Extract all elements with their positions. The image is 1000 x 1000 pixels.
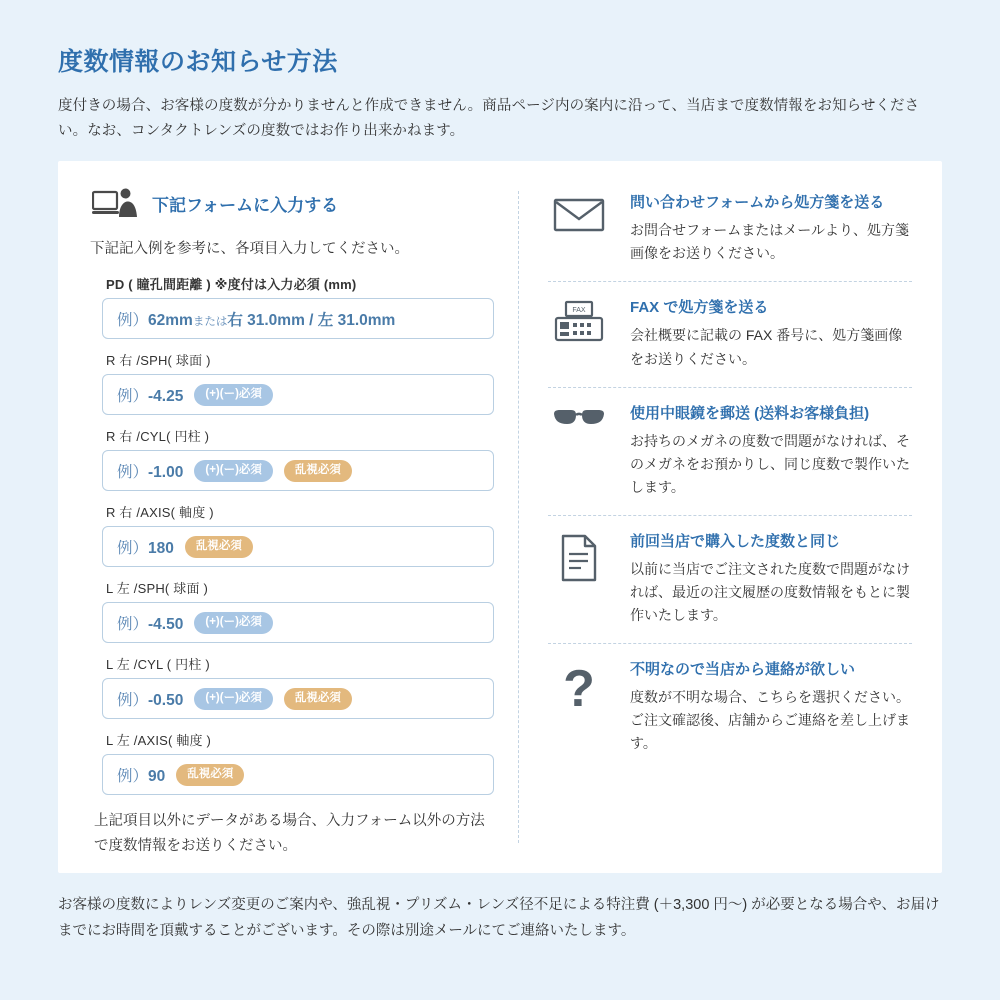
badge-astigmatism-required: 乱視必須: [176, 764, 244, 786]
field-label-l-sph: L 左 /SPH( 球面 ): [106, 581, 208, 597]
field-input-r-sph[interactable]: [102, 374, 494, 415]
badge-sign-required: (+)(ー)必須: [194, 688, 273, 710]
badge-astigmatism-required: 乱視必須: [185, 536, 253, 558]
field-example-l-axis: [117, 764, 165, 786]
example-value: -0.50: [148, 691, 184, 709]
example-prefix: 例）: [117, 691, 149, 709]
field-label-pd-text: PD ( 瞳孔間距離 ) ※度付は入力必須 (mm): [106, 277, 357, 293]
column-divider: [518, 191, 520, 843]
method-title: 前回当店で購入した度数と同じ: [630, 532, 841, 550]
example-prefix: 例）: [117, 615, 149, 633]
field-example-pd: [117, 308, 395, 330]
field-example-r-sph: [117, 384, 183, 406]
question-mark-icon: [548, 658, 610, 714]
field-label-l-axis: L 左 /AXIS( 軸度 ): [106, 733, 212, 749]
field-input-l-axis[interactable]: [102, 754, 494, 795]
method-body: [630, 402, 912, 499]
method-body: [630, 191, 912, 265]
method-text: お問合せフォームまたはメールより、処方箋画像をお送りください。: [630, 222, 910, 262]
field-label-r-axis: R 右 /AXIS( 軸度 ): [106, 505, 214, 521]
method-title: FAX で処方箋を送る: [630, 299, 769, 317]
method-item-inquiry-form[interactable]: [548, 187, 912, 281]
field-example-l-sph: [117, 612, 183, 634]
method-item-fax[interactable]: [548, 281, 912, 386]
badge-sign-required: (+)(ー)必須: [194, 460, 273, 482]
example-prefix: 例）: [117, 463, 149, 481]
example-prefix: 例）: [117, 387, 149, 405]
info-card: [58, 161, 942, 873]
badge-astigmatism-required: 乱視必須: [284, 460, 352, 482]
method-body: [630, 658, 912, 755]
field-input-r-cyl[interactable]: [102, 450, 494, 491]
example-value: 90: [148, 767, 166, 785]
method-title: 問い合わせフォームから処方箋を送る: [630, 194, 885, 212]
envelope-icon: [548, 191, 610, 233]
method-body: [630, 296, 912, 370]
form-input-icon: [92, 187, 138, 219]
field-input-l-cyl[interactable]: [102, 678, 494, 719]
field-label-l-cyl: L 左 /CYL ( 円柱 ): [106, 657, 210, 673]
method-body: [630, 530, 912, 627]
field-label-r-sph: R 右 /SPH( 球面 ): [106, 353, 211, 369]
document-icon: [548, 530, 610, 582]
example-value: -4.50: [148, 615, 184, 633]
field-input-pd[interactable]: [102, 298, 494, 339]
form-column-footer: 上記項目以外にデータがある場合、入力フォーム以外の方法で度数情報をお送りください。: [94, 813, 485, 854]
badge-sign-required: (+)(ー)必須: [194, 384, 273, 406]
form-column-title: 下記フォームに入力する: [152, 195, 339, 215]
svg-text:FAX: FAX: [572, 307, 586, 315]
method-title: 不明なので当店から連絡が欲しい: [630, 661, 856, 679]
badge-astigmatism-required: 乱視必須: [284, 688, 352, 710]
example-prefix: 例）: [117, 539, 149, 557]
method-text: お持ちのメガネの度数で問題がなければ、そのメガネをお預かりし、同じ度数で製作いたします。: [630, 432, 910, 495]
example-tail: 右 31.0mm / 左 31.0mm: [227, 311, 396, 329]
field-label-r-cyl: R 右 /CYL( 円柱 ): [106, 429, 210, 445]
example-prefix: 例）: [117, 311, 149, 329]
fax-icon: [548, 296, 610, 344]
glasses-icon: [548, 402, 610, 432]
badge-sign-required: (+)(ー)必須: [194, 612, 273, 634]
field-example-l-cyl: [117, 688, 183, 710]
example-mid: または: [192, 315, 228, 328]
field-example-r-cyl: [117, 460, 183, 482]
example-value: 180: [148, 539, 174, 557]
methods-column: [546, 187, 912, 847]
field-example-r-axis: [117, 536, 174, 558]
field-label-pd: [106, 274, 494, 293]
form-column: [88, 187, 508, 854]
page-title: 度数情報のお知らせ方法: [58, 48, 338, 76]
example-value: 62mm: [148, 311, 193, 329]
method-title: 使用中眼鏡を郵送 (送料お客様負担): [630, 404, 870, 422]
method-item-contact-me[interactable]: [548, 643, 912, 771]
svg-text:?: ?: [563, 662, 595, 715]
example-value: -4.25: [148, 387, 184, 405]
field-input-l-sph[interactable]: [102, 602, 494, 643]
footnote-text: お客様の度数によりレンズ変更のご案内や、強乱視・プリズム・レンズ径不足による特注費 (＋3,300 円〜) が必要となる場合や、お届けまでにお時間を頂戴することがございます。その際は別途メールにてご連絡いたします。: [58, 897, 940, 939]
method-item-previous-order[interactable]: [548, 515, 912, 643]
form-column-header: [88, 187, 494, 219]
example-prefix: 例）: [117, 767, 149, 785]
method-text: 会社概要に記載の FAX 番号に、処方箋画像をお送りください。: [630, 327, 903, 367]
method-text: 度数が不明な場合、こちらを選択ください。ご注文確認後、店舗からご連絡を差し上げます。: [630, 689, 910, 752]
method-item-send-glasses[interactable]: [548, 387, 912, 515]
intro-text: 度付きの場合、お客様の度数が分かりませんと作成できません。商品ページ内の案内に沿って、当店まで度数情報をお知らせください。なお、コンタクトレンズの度数ではお作り出来かねます。: [58, 98, 920, 139]
example-value: -1.00: [148, 463, 184, 481]
method-text: 以前に当店でご注文された度数で問題がなければ、最近の注文履歴の度数情報をもとに製作いたします。: [630, 560, 910, 624]
form-column-subtitle: 下記記入例を参考に、各項目入力してください。: [90, 241, 409, 258]
field-input-r-axis[interactable]: [102, 526, 494, 567]
